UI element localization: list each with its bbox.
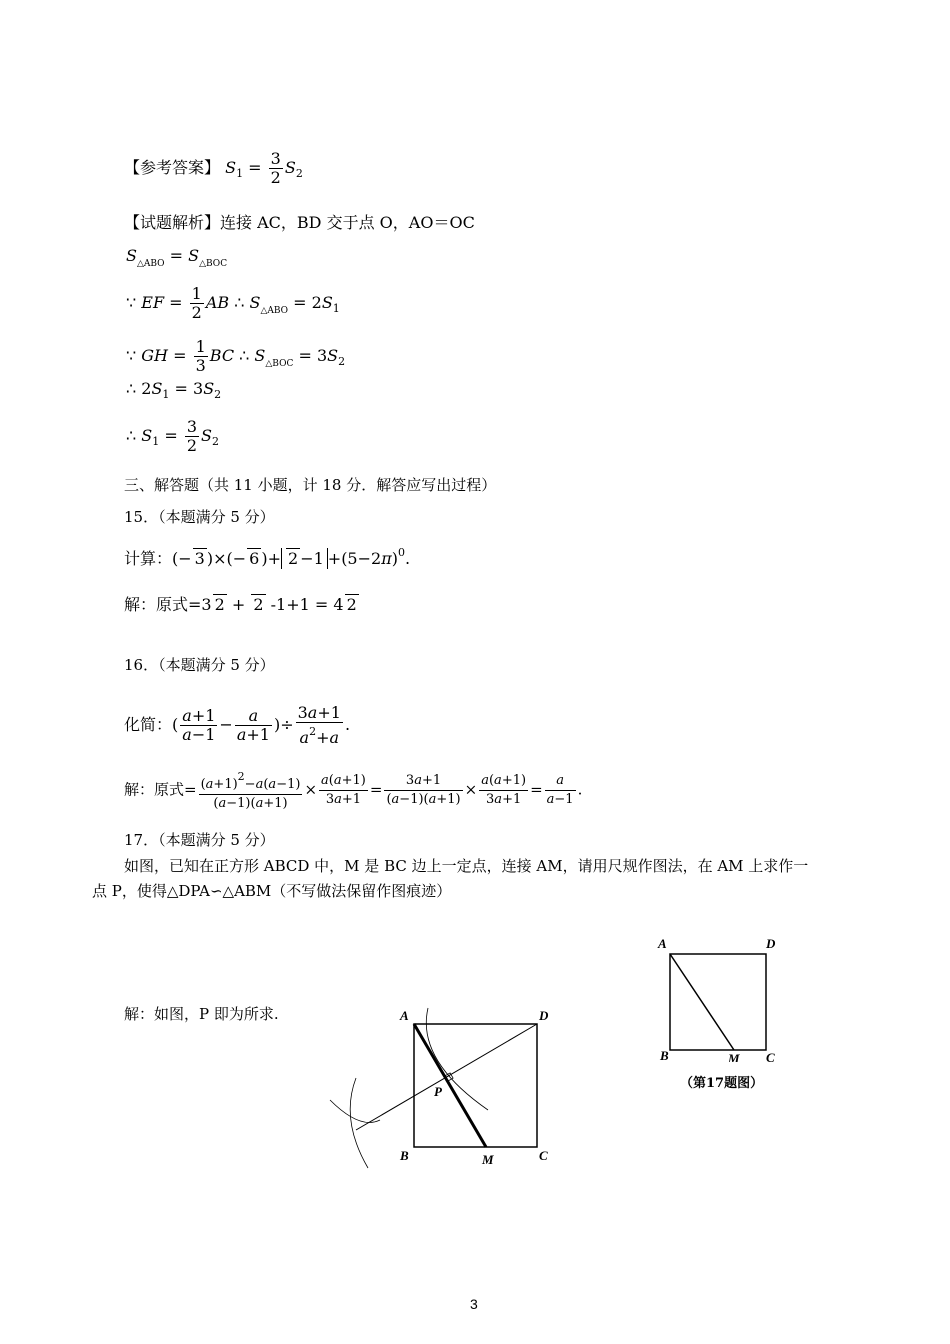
figure-square [670,954,766,1050]
label-m: M [482,1152,494,1167]
q15-number: 15．（本题满分 5 分） [124,508,275,526]
perpendicular-line [356,1024,537,1130]
q16-problem: 化简：( $\frac{a+1}{a-1}$ − $\frac{a}{a+1}$ )÷ $\frac{3a+1}{a^2+a}$ . [124,703,351,747]
q16-prompt: 化简： [124,715,173,734]
label-c: C [539,1148,548,1163]
analysis-step3: ∵ GH = $\frac{1}{3}$ BC ∴ $S_{\triangle BOC} = 3S_2$ [126,337,346,375]
section-heading: 三、解答题（共 11 小题，计 18 分．解答应写出过程） [124,476,497,494]
q16-solution: 解：原式= $\frac{(a+1)^2-a(a-1)}{(a-1)(a+1)}$ × $\frac{a(a+1)}{3a+1}$ = $\frac{3a+1}{(a-1)(a+1)}$ × $\frac{a(a+1)}{3a+1}$ = $\frac{a}{a-1}$ . [124,770,583,811]
fig-label-c: C [766,1050,775,1062]
analysis-line [124,213,475,233]
q16-solution-label: 解：原式= [124,780,197,799]
q17-solution: 解：如图，P 即为所求. [124,1005,279,1023]
figure-segment-am [670,954,734,1050]
segment-am [414,1024,486,1147]
analysis-label: 【试题解析】 [124,213,221,232]
analysis-step5: ∴ $S_1$ = $\frac{3}{2}$ $S_2$ [126,417,219,455]
analysis-text: 连接 AC，BD 交于点 O，AO＝OC [220,213,475,232]
label-d: D [539,1008,549,1023]
q17-statement-line1: 如图，已知在正方形 ABCD 中，M 是 BC 边上一定点，连接 AM，请用尺规作图法，在 AM 上求作一 [124,857,809,875]
fig-label-m: M [728,1051,740,1062]
analysis-step4: ∴ $2S_1 = 3S_2$ [126,379,222,401]
label-b: B [400,1148,409,1163]
q15-problem: 计算：(− 3 )×(− 6 )+ $2 -1 +(5-2\pi)^0$. [124,546,411,568]
label-p: P [434,1084,442,1099]
analysis-step1: $S_{\triangle ABO} = S_{\triangle BOC}$ [126,246,228,269]
fig-label-b: B [660,1048,669,1062]
construction-figure [320,1000,560,1180]
page-number: 3 [470,1296,478,1312]
analysis-step2: ∵ EF = $\frac{1}{2}$ AB ∴ $S_{\triangle ABO} = 2S_1$ [126,284,340,322]
label-a: A [400,1008,409,1023]
q15-solution-label: 解：原式= [124,595,202,614]
construction-arc-3 [330,1100,380,1123]
problem-figure [650,932,790,1062]
answer-label: 【参考答案】 [124,158,221,177]
figure-caption: （第17题图） [680,1076,764,1091]
answer-line: 【参考答案】 $S_1$ = $\frac{3}{2}$ $S_2$ [124,149,303,187]
q15-solution: 解：原式=3 2 + 2 -1+1 = 4 2 [124,595,357,614]
q16-number: 16．（本题满分 5 分） [124,656,275,674]
q17-number: 17．（本题满分 5 分） [124,831,275,849]
construction-arc-2 [350,1078,368,1168]
q15-prompt: 计算： [124,549,173,568]
fig-label-a: A [658,936,667,951]
fig-label-d: D [766,936,776,951]
q17-statement-line2: 点 P，使得△DPA∽△ABM（不写做法保留作图痕迹） [92,882,452,900]
